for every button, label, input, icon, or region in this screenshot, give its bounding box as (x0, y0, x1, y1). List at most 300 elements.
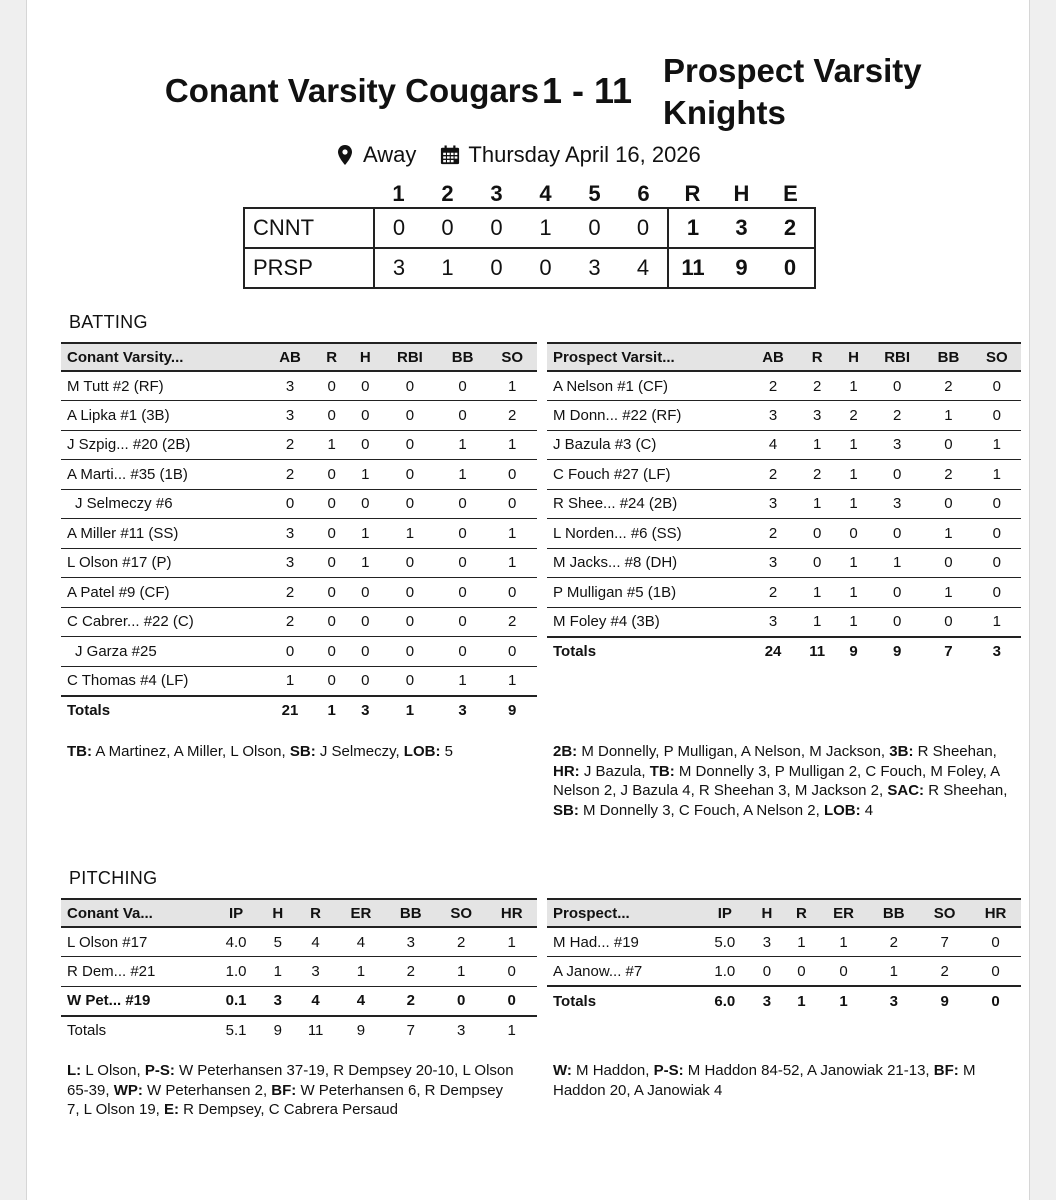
totals-row (547, 637, 1021, 667)
stat-cell: 3 (797, 401, 837, 431)
note-key: SAC: (887, 782, 925, 799)
stat-cell: 0 (315, 371, 349, 401)
stat-cell: 0 (973, 371, 1021, 401)
totals-cell: 5.1 (211, 1016, 260, 1046)
stat-cell: 0 (382, 371, 438, 401)
player-row (547, 578, 1021, 608)
note-key: E: (164, 1101, 180, 1118)
home-batting-table (61, 342, 537, 725)
stat-cell: 1.0 (700, 957, 750, 987)
stat-cell: 0 (438, 519, 488, 549)
note-key: TB: (67, 743, 92, 760)
totals-cell: 7 (924, 637, 972, 667)
totals-cell: 9 (261, 1016, 295, 1046)
line-score-hits: 3 (717, 208, 766, 248)
line-score-errors: 0 (766, 248, 815, 288)
box-column-header: SO (919, 899, 970, 927)
stat-cell: 0 (487, 578, 537, 608)
stat-cell: 0 (486, 957, 537, 987)
box-column-header: BB (924, 343, 972, 371)
stat-cell: 2 (265, 430, 315, 460)
stat-cell: 1 (487, 519, 537, 549)
stat-cell: 1 (973, 430, 1021, 460)
player-row (61, 957, 537, 987)
box-column-header: R (797, 343, 837, 371)
box-header-row (547, 343, 1021, 371)
note-value: J Bazula, (579, 762, 650, 780)
player-row (547, 548, 1021, 578)
note-value: L Olson, (81, 1062, 145, 1079)
line-score-inning: 0 (521, 248, 570, 288)
totals-cell: 9 (870, 637, 924, 667)
player-name: C Thomas #4 (LF) (61, 666, 265, 696)
stat-cell: 0 (973, 548, 1021, 578)
stat-cell: 0 (973, 401, 1021, 431)
player-name: M Had... #19 (547, 927, 700, 957)
line-score-runs: 1 (668, 208, 717, 248)
stat-cell: 1 (784, 927, 819, 957)
stat-cell: 2 (837, 401, 870, 431)
stat-cell: 1 (486, 927, 537, 957)
stat-cell: 1 (382, 519, 438, 549)
pitching-section-label: PITCHING (69, 868, 158, 888)
line-score-header: 6 (637, 180, 650, 206)
stat-cell: 1 (797, 430, 837, 460)
player-row (547, 430, 1021, 460)
box-column-header: H (261, 899, 295, 927)
stat-cell: 0 (348, 578, 382, 608)
player-name: M Donn... #22 (RF) (547, 401, 749, 431)
away-pitching-notes (553, 1061, 993, 1100)
box-column-header: H (837, 343, 870, 371)
stat-cell: 2 (487, 607, 537, 637)
player-row (547, 607, 1021, 637)
stat-cell: 0 (797, 519, 837, 549)
stat-cell: 0 (265, 489, 315, 519)
stat-cell: 3 (750, 927, 785, 957)
player-name: W Pet... #19 (61, 986, 211, 1016)
note-value: R Sheehan, (924, 782, 1008, 799)
note-value: R Sheehan, (913, 743, 997, 760)
stat-cell: 4 (295, 927, 336, 957)
stat-cell: 1 (436, 957, 486, 987)
stat-cell: 2 (749, 519, 797, 549)
totals-label: Totals (547, 986, 700, 1016)
line-score-inning: 0 (619, 208, 668, 248)
note-value: M Haddon 84-52, A Janowiak 21-13, (683, 1062, 934, 1079)
box-column-header: R (295, 899, 336, 927)
box-column-header: HR (486, 899, 537, 927)
stat-cell: 1 (487, 371, 537, 401)
stat-cell: 5 (261, 927, 295, 957)
totals-cell: 9 (487, 696, 537, 726)
stat-cell: 3 (265, 548, 315, 578)
player-row (61, 986, 537, 1016)
totals-cell: 3 (973, 637, 1021, 667)
box-column-header: RBI (870, 343, 924, 371)
stat-cell: 1 (819, 927, 869, 957)
stat-cell: 0 (348, 666, 382, 696)
stat-cell: 0.1 (211, 986, 260, 1016)
stat-cell: 2 (265, 460, 315, 490)
stat-cell: 4.0 (211, 927, 260, 957)
stat-cell: 0 (382, 637, 438, 667)
location-text: Away (363, 142, 417, 167)
totals-label: Totals (61, 1016, 211, 1046)
player-row (61, 401, 537, 431)
note-value: M Haddon 20, A Janowiak 4 (553, 1062, 976, 1099)
stat-cell: 1 (438, 460, 488, 490)
note-value: M Haddon, (571, 1062, 654, 1079)
stat-cell: 0 (486, 986, 537, 1016)
stat-cell: 2 (487, 401, 537, 431)
note-key: WP: (113, 1081, 143, 1099)
game-meta (335, 140, 701, 170)
note-key: 3B: (889, 743, 914, 760)
line-score-inning: 0 (472, 208, 521, 248)
stat-cell: 3 (295, 957, 336, 987)
line-score-header: 2 (441, 180, 454, 206)
stat-cell: 0 (438, 371, 488, 401)
stat-cell: 0 (315, 666, 349, 696)
game-header (27, 46, 1029, 136)
totals-cell: 1 (382, 696, 438, 726)
stat-cell: 3 (265, 401, 315, 431)
away-team-name: Prospect Varsity Knights (663, 52, 922, 131)
stat-cell: 1 (837, 548, 870, 578)
box-column-header: SO (973, 343, 1021, 371)
player-name: M Foley #4 (3B) (547, 607, 749, 637)
stat-cell: 1 (261, 957, 295, 987)
player-row (61, 548, 537, 578)
note-key: P-S: (653, 1062, 684, 1079)
stat-cell: 0 (382, 460, 438, 490)
player-name: A Janow... #7 (547, 957, 700, 987)
box-column-header: RBI (382, 343, 438, 371)
stat-cell: 0 (837, 519, 870, 549)
stat-cell: 1 (348, 548, 382, 578)
stat-cell: 0 (973, 578, 1021, 608)
stat-cell: 0 (438, 637, 488, 667)
note-value: M Donnelly, P Mulligan, A Nelson, M Jackson, (577, 743, 890, 760)
player-row (61, 578, 537, 608)
totals-cell: 3 (436, 1016, 486, 1046)
player-row (61, 460, 537, 490)
stat-cell: 0 (348, 371, 382, 401)
box-column-header: BB (868, 899, 919, 927)
line-score-header: 5 (588, 180, 601, 206)
box-column-header: AB (265, 343, 315, 371)
player-row (61, 607, 537, 637)
line-score-header: 3 (490, 180, 503, 206)
line-score (243, 180, 816, 289)
note-value: M Donnelly 3, P Mulligan 2, C Fouch, M Foley, A Nelson 2, J Bazula 4, R Sheehan 3, M Jackson 2, (553, 762, 1000, 799)
totals-cell: 11 (295, 1016, 336, 1046)
stat-cell: 1 (924, 401, 972, 431)
stat-cell: 1 (837, 607, 870, 637)
line-score-header: 1 (392, 180, 405, 206)
stat-cell: 2 (919, 957, 970, 987)
box-team-header: Conant Varsity... (61, 343, 265, 371)
box-column-header: R (315, 343, 349, 371)
box-header-row (547, 899, 1021, 927)
line-score-inning: 0 (570, 208, 619, 248)
player-name: L Olson #17 (P) (61, 548, 265, 578)
player-name: A Patel #9 (CF) (61, 578, 265, 608)
stat-cell: 0 (970, 927, 1021, 957)
stat-cell: 0 (265, 637, 315, 667)
stat-cell: 1 (868, 957, 919, 987)
stat-cell: 0 (315, 548, 349, 578)
stat-cell: 1 (438, 666, 488, 696)
stat-cell: 0 (348, 607, 382, 637)
line-score-inning: 0 (472, 248, 521, 288)
stat-cell: 0 (315, 607, 349, 637)
map-pin-icon (335, 143, 355, 167)
totals-cell: 1 (315, 696, 349, 726)
note-key: 2B: (553, 743, 578, 760)
stat-cell: 1 (870, 548, 924, 578)
player-name: J Garza #25 (61, 637, 265, 667)
stat-cell: 1 (837, 430, 870, 460)
stat-cell: 2 (265, 607, 315, 637)
line-score-inning: 3 (570, 248, 619, 288)
stat-cell: 3 (749, 401, 797, 431)
away-batting-notes (553, 742, 1013, 820)
stat-cell: 1 (487, 548, 537, 578)
stat-cell: 1 (487, 666, 537, 696)
stat-cell: 1 (348, 519, 382, 549)
stat-cell: 0 (348, 401, 382, 431)
player-name: A Lipka #1 (3B) (61, 401, 265, 431)
box-column-header: ER (336, 899, 385, 927)
note-key: W: (553, 1062, 572, 1079)
stat-cell: 3 (870, 489, 924, 519)
stat-cell: 3 (749, 489, 797, 519)
note-value: W Peterhansen 2, (142, 1081, 272, 1099)
box-team-header: Conant Va... (61, 899, 211, 927)
stat-cell: 3 (870, 430, 924, 460)
player-row (547, 489, 1021, 519)
box-team-header: Prospect... (547, 899, 700, 927)
line-score-inning: 1 (423, 248, 472, 288)
player-name: C Fouch #27 (LF) (547, 460, 749, 490)
stat-cell: 2 (749, 460, 797, 490)
note-value: A Martinez, A Miller, L Olson, (92, 743, 290, 760)
stat-cell: 2 (924, 460, 972, 490)
box-header-row (61, 899, 537, 927)
stat-cell: 2 (870, 401, 924, 431)
line-score-hits: 9 (717, 248, 766, 288)
stat-cell: 5.0 (700, 927, 750, 957)
stat-cell: 0 (382, 548, 438, 578)
note-key: BF: (933, 1062, 959, 1079)
stat-cell: 0 (750, 957, 785, 987)
stat-cell: 1 (315, 430, 349, 460)
totals-cell: 3 (348, 696, 382, 726)
player-row (61, 927, 537, 957)
player-name: J Bazula #3 (C) (547, 430, 749, 460)
totals-cell: 1 (784, 986, 819, 1016)
note-value: J Selmeczy, (315, 743, 404, 760)
stat-cell: 0 (924, 607, 972, 637)
stat-cell: 0 (382, 489, 438, 519)
player-name: L Norden... #6 (SS) (547, 519, 749, 549)
box-column-header: AB (749, 343, 797, 371)
box-column-header: IP (700, 899, 750, 927)
totals-cell: 1 (819, 986, 869, 1016)
player-name: A Nelson #1 (CF) (547, 371, 749, 401)
note-key: HR: (553, 762, 580, 780)
note-key: TB: (649, 762, 675, 780)
stat-cell: 1 (797, 489, 837, 519)
box-column-header: BB (438, 343, 488, 371)
stat-cell: 2 (749, 578, 797, 608)
away-pitching-table (547, 898, 1021, 1016)
boxscore-sheet (26, 0, 1030, 1200)
totals-cell: 3 (868, 986, 919, 1016)
stat-cell: 0 (315, 578, 349, 608)
box-column-header: H (750, 899, 785, 927)
stat-cell: 1 (265, 666, 315, 696)
stat-cell: 3 (265, 519, 315, 549)
player-row (61, 489, 537, 519)
line-score-team: CNNT (244, 208, 374, 248)
stat-cell: 0 (870, 519, 924, 549)
box-column-header: BB (386, 899, 436, 927)
player-name: A Miller #11 (SS) (61, 519, 265, 549)
player-row (547, 401, 1021, 431)
stat-cell: 2 (436, 927, 486, 957)
stat-cell: 0 (382, 430, 438, 460)
note-key: SB: (289, 743, 316, 760)
stat-cell: 0 (487, 460, 537, 490)
box-column-header: ER (819, 899, 869, 927)
home-batting-notes (67, 742, 507, 762)
box-column-header: R (784, 899, 819, 927)
stat-cell: 0 (797, 548, 837, 578)
stat-cell: 0 (382, 578, 438, 608)
totals-row (547, 986, 1021, 1016)
player-name: R Shee... #24 (2B) (547, 489, 749, 519)
line-score-row (244, 248, 815, 288)
totals-cell: 9 (336, 1016, 385, 1046)
line-score-runs: 11 (668, 248, 717, 288)
stat-cell: 1 (797, 578, 837, 608)
note-key: L: (67, 1062, 82, 1079)
note-value: 4 (860, 801, 874, 819)
totals-cell: 3 (438, 696, 488, 726)
stat-cell: 3 (265, 371, 315, 401)
box-column-header: H (348, 343, 382, 371)
player-name: R Dem... #21 (61, 957, 211, 987)
home-pitching-notes (67, 1061, 517, 1120)
player-name: C Cabrer... #22 (C) (61, 607, 265, 637)
stat-cell: 2 (797, 371, 837, 401)
player-name: A Marti... #35 (1B) (61, 460, 265, 490)
stat-cell: 0 (315, 460, 349, 490)
note-value: M Donnelly 3, C Fouch, A Nelson 2, (578, 801, 824, 819)
note-value: W Peterhansen 37-19, R Dempsey 20-10, L Olson 65-39, (67, 1062, 514, 1099)
stat-cell: 0 (924, 430, 972, 460)
stat-cell: 3 (749, 548, 797, 578)
note-value: R Dempsey, C Cabrera Persaud (179, 1101, 398, 1118)
stat-cell: 0 (438, 489, 488, 519)
line-score-inning: 3 (374, 248, 423, 288)
stat-cell: 2 (797, 460, 837, 490)
stat-cell: 1 (973, 607, 1021, 637)
line-score-inning: 0 (374, 208, 423, 248)
stat-cell: 0 (870, 460, 924, 490)
line-score-header-row (244, 180, 815, 208)
stat-cell: 4 (336, 927, 385, 957)
totals-cell: 24 (749, 637, 797, 667)
stat-cell: 1 (797, 607, 837, 637)
stat-cell: 1 (348, 460, 382, 490)
stat-cell: 0 (487, 637, 537, 667)
stat-cell: 2 (924, 371, 972, 401)
note-key: LOB: (403, 743, 441, 760)
note-value: W Peterhansen 6, R Dempsey 7, L Olson 19, (67, 1081, 504, 1118)
box-header-row (61, 343, 537, 371)
stat-cell: 0 (348, 430, 382, 460)
box-column-header: SO (487, 343, 537, 371)
line-score-header: R (684, 180, 701, 206)
totals-label: Totals (61, 696, 265, 726)
note-key: BF: (271, 1081, 297, 1099)
stat-cell: 0 (315, 489, 349, 519)
calendar-icon (440, 143, 460, 167)
line-score-row (244, 208, 815, 248)
player-name: M Tutt #2 (RF) (61, 371, 265, 401)
totals-cell: 21 (265, 696, 315, 726)
stat-cell: 3 (261, 986, 295, 1016)
stat-cell: 0 (973, 519, 1021, 549)
stat-cell: 0 (784, 957, 819, 987)
line-score-inning: 0 (423, 208, 472, 248)
line-score-corner (244, 180, 374, 208)
totals-cell: 9 (919, 986, 970, 1016)
box-column-header: HR (970, 899, 1021, 927)
box-column-header: SO (436, 899, 486, 927)
stat-cell: 4 (749, 430, 797, 460)
stat-cell: 1.0 (211, 957, 260, 987)
home-team-name: Conant Varsity Cougars (164, 72, 539, 109)
line-score-header: E (783, 180, 798, 206)
stat-cell: 0 (315, 519, 349, 549)
note-key: P-S: (144, 1062, 175, 1079)
stat-cell: 0 (870, 371, 924, 401)
stat-cell: 3 (749, 607, 797, 637)
box-team-header: Prospect Varsit... (547, 343, 749, 371)
player-row (547, 519, 1021, 549)
stat-cell: 0 (487, 489, 537, 519)
totals-cell: 11 (797, 637, 837, 667)
away-batting-table (547, 342, 1021, 666)
stat-cell: 0 (438, 578, 488, 608)
stat-cell: 0 (973, 489, 1021, 519)
line-score-header: H (733, 180, 750, 206)
note-key: LOB: (823, 801, 861, 819)
stat-cell: 0 (924, 548, 972, 578)
totals-row (61, 1016, 537, 1046)
stat-cell: 1 (973, 460, 1021, 490)
line-score-errors: 2 (766, 208, 815, 248)
batting-section-label: BATTING (69, 312, 148, 332)
line-score-inning: 4 (619, 248, 668, 288)
stat-cell: 0 (438, 548, 488, 578)
stat-cell: 1 (924, 578, 972, 608)
